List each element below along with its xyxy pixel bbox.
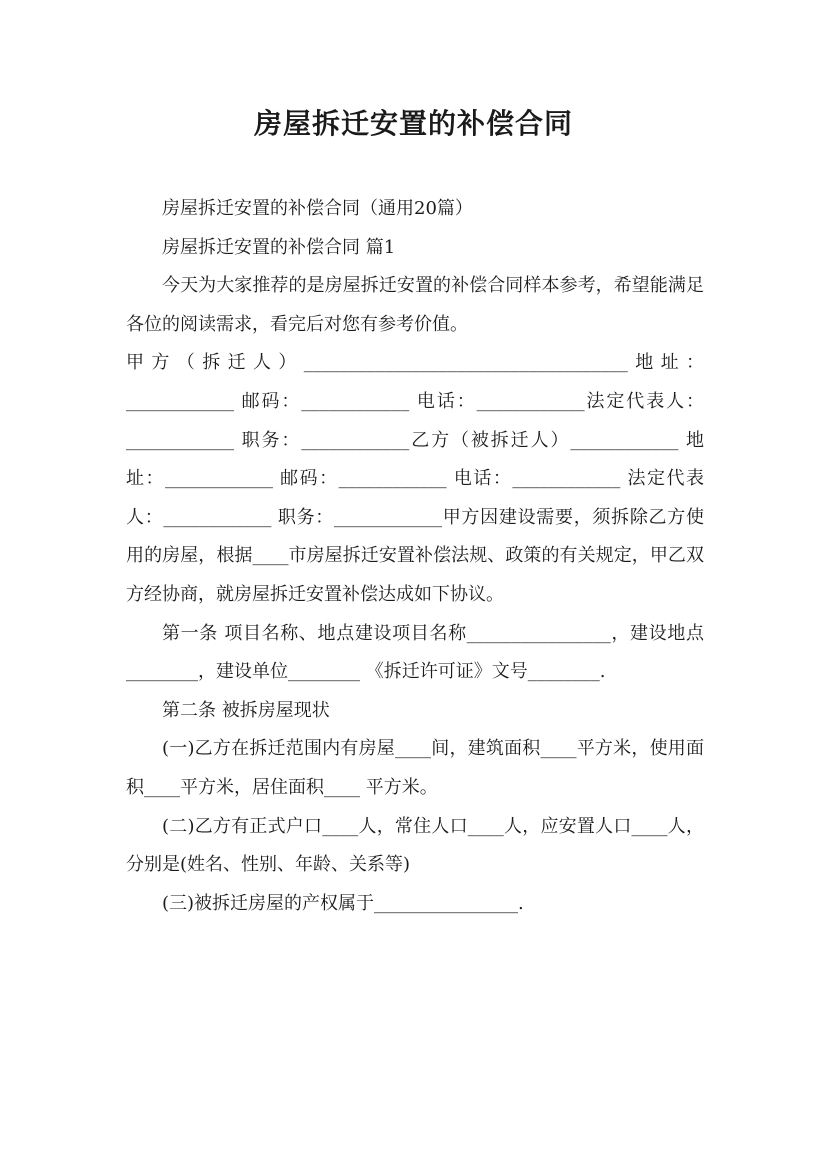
article-2-item-2: (二)乙方有正式户口____人，常住人口____人，应安置人口____人，分别是(姓名、性别、年龄、关系等)	[126, 815, 704, 876]
article-2-heading: 第二条 被拆房屋现状	[162, 699, 330, 721]
subtitle-paragraph: 房屋拆迁安置的补偿合同（通用20篇）	[162, 198, 473, 219]
article-2-item-3: (三)被拆迁房屋的产权属于________________.	[162, 892, 524, 914]
document-body	[126, 190, 704, 923]
article-2-item-1: (一)乙方在拆迁范围内有房屋____间，建筑面积____平方米，使用面积____平方米，居住面积____ 平方米。	[126, 738, 704, 798]
document-title: 房屋拆迁安置的补偿合同	[253, 107, 573, 140]
parties-paragraph: 甲方（拆迁人）____________________________________地址：____________ 邮码：____________ 电话：____________法定代表人：____________ 职务：____________乙方（被拆迁人）____________ 地址：____________ 邮码：____________ 电话：____________ 法定代表人：____________ 职务：____________甲方因建设需要，须拆除乙方使用的房屋，根据____市房屋拆迁安置补偿法规、政策的有关规定，甲乙双方经协商，就房屋拆迁安置补偿达成如下协议。	[126, 352, 704, 605]
intro-paragraph: 今天为大家推荐的是房屋拆迁安置的补偿合同样本参考，希望能满足各位的阅读需求，看完后对您有参考价值。	[126, 275, 704, 335]
section-heading: 房屋拆迁安置的补偿合同 篇1	[162, 236, 396, 258]
article-1-paragraph: 第一条 项目名称、地点建设项目名称________________，建设地点________，建设单位________ 《拆迁许可证》文号________.	[126, 622, 704, 683]
